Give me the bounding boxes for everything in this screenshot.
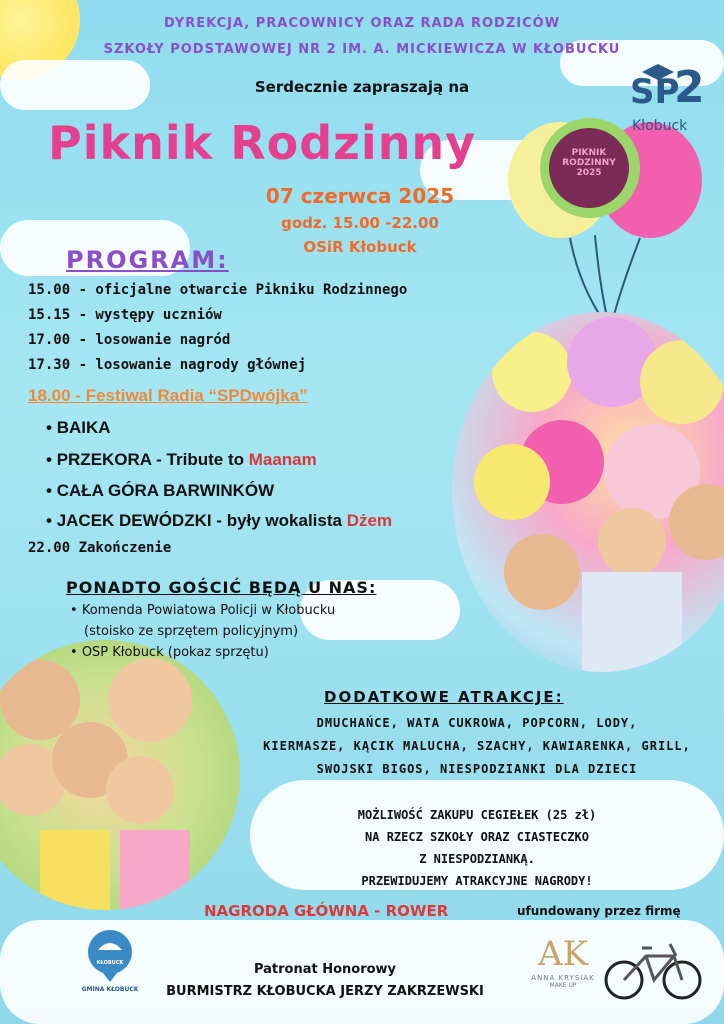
- badge-line2: RODZINNY: [562, 158, 616, 168]
- guest-item: • OSP Kłobuck (pokaz sprzętu): [70, 645, 269, 660]
- band-highlight: Dżem: [346, 511, 393, 530]
- header-line2: SZKOŁY PODSTAWOWEJ NR 2 IM. A. MICKIEWICZA W KŁOBUCKU: [103, 42, 621, 57]
- guests-heading: PONADTO GOŚCIĆ BĘDĄ U NAS:: [66, 578, 377, 597]
- extras-line: KIERMASZE, KĄCIK MALUCHA, SZACHY, KAWIARENKA, GRILL,: [263, 739, 691, 753]
- band-item: • JACEK DEWÓDZKI - były wokalista Dżem: [46, 511, 393, 530]
- invite-text: Serdecznie zapraszają na: [254, 78, 470, 96]
- sponsor-sub: MAKE UP: [549, 982, 577, 989]
- guest-note: (stoisko ze sprzętem policyjnym): [84, 624, 299, 639]
- gmina-label: GMINA KŁOBUCK: [81, 986, 139, 993]
- guest-text: OSP Kłobuck (pokaz sprzętu): [81, 645, 269, 660]
- program-item: 17.00 - losowanie nagród: [28, 332, 231, 348]
- guest-text: Komenda Powiatowa Policji w Kłobucku: [81, 603, 336, 618]
- band-name: BAIKA: [56, 418, 111, 437]
- program-item: 15.15 - występy uczniów: [28, 307, 222, 323]
- children-photo: [0, 640, 240, 910]
- prize-funded: ufundowany przez firmę: [517, 904, 681, 918]
- buy-line: NA RZECZ SZKOŁY ORAZ CIASTECZKO: [365, 830, 589, 844]
- extras-line: SWOJSKI BIGOS, NIESPODZIANKI DLA DZIECI: [316, 762, 638, 776]
- patron-name: BURMISTRZ KŁOBUCKA JERZY ZAKRZEWSKI: [166, 984, 484, 999]
- main-prize: NAGRODA GŁÓWNA - ROWER: [204, 902, 449, 920]
- program-heading: PROGRAM:: [66, 246, 229, 274]
- logo-sp: SP: [630, 72, 680, 112]
- event-place: OSiR Kłobuck: [303, 238, 417, 256]
- guest-item: • Komenda Powiatowa Policji w Kłobucku: [70, 603, 336, 618]
- sponsor-mono: AK: [538, 934, 588, 974]
- program-item: 17.30 - losowanie nagrody głównej: [28, 357, 307, 373]
- logo-city: Kłobuck: [632, 118, 688, 134]
- badge-line3: 2025: [576, 168, 602, 178]
- badge-line1: PIKNIK: [571, 148, 607, 158]
- buy-line: MOŻLIWOŚĆ ZAKUPU CEGIEŁEK (25 zł): [357, 808, 597, 822]
- bicycle-icon: [604, 934, 704, 1004]
- band-highlight: Maanam: [248, 450, 317, 469]
- band-item: • CAŁA GÓRA BARWINKÓW: [46, 481, 275, 500]
- gmina-small: KŁOBUCK: [96, 960, 124, 966]
- band-name: PRZEKORA - Tribute to: [56, 450, 249, 469]
- sp2-logo: [628, 62, 708, 138]
- piknik-badge: [549, 128, 629, 208]
- program-end: 22.00 Zakończenie: [28, 540, 172, 556]
- family-photo: [452, 312, 724, 672]
- gmina-logo: [82, 928, 138, 994]
- event-date: 07 czerwca 2025: [265, 184, 455, 208]
- program-item: 15.00 - oficjalne otwarcie Pikniku Rodzinnego: [28, 282, 408, 298]
- page-title: Piknik Rodzinny: [48, 116, 477, 170]
- band-name: JACEK DEWÓDZKI - były wokalista: [56, 511, 347, 530]
- sponsor-name: ANNA KRYSIAK: [531, 974, 595, 982]
- band-item: • BAIKA: [46, 418, 111, 437]
- festival-line: 18.00 - Festiwal Radia “SPDwójka”: [28, 386, 308, 405]
- patron-title: Patronat Honorowy: [253, 962, 397, 977]
- band-name: CAŁA GÓRA BARWINKÓW: [56, 481, 275, 500]
- extras-heading: DODATKOWE ATRAKCJE:: [324, 688, 564, 706]
- location-pin-icon: [82, 928, 138, 984]
- buy-line: Z NIESPODZIANKĄ.: [419, 852, 535, 866]
- sponsor-logo: [528, 934, 598, 1004]
- header-line1: DYREKCJA, PRACOWNICY ORAZ RADA RODZICÓW: [163, 16, 561, 31]
- event-time: godz. 15.00 -22.00: [281, 214, 439, 232]
- logo-num: 2: [674, 62, 705, 113]
- band-item: • PRZEKORA - Tribute to Maanam: [46, 450, 317, 469]
- extras-line: DMUCHAŃCE, WATA CUKROWA, POPCORN, LODY,: [316, 716, 638, 730]
- buy-line: PRZEWIDUJEMY ATRAKCYJNE NAGRODY!: [361, 874, 593, 888]
